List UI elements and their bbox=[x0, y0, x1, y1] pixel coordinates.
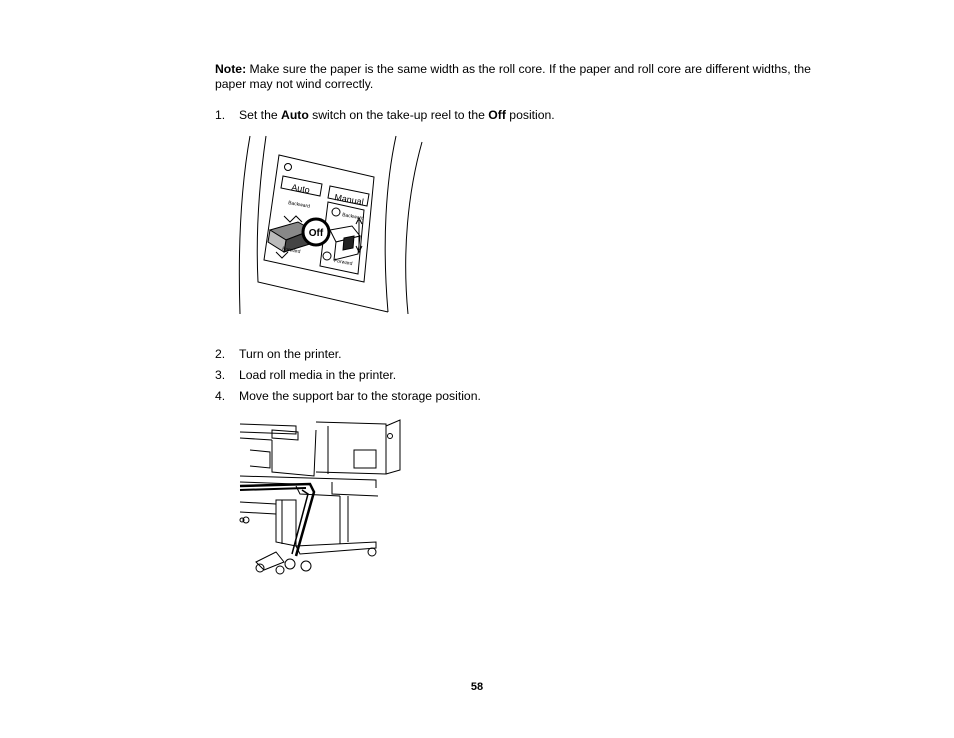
note-paragraph bbox=[215, 62, 815, 92]
step-bold-auto: Auto bbox=[281, 108, 309, 122]
step-text-part: position. bbox=[505, 108, 555, 122]
step-4 bbox=[215, 389, 481, 404]
step-number: 2. bbox=[215, 347, 226, 361]
note-text: Make sure the paper is the same width as the roll core. If the paper and roll core are different widths, the paper may not wind correctly. bbox=[215, 62, 811, 91]
step-number: 1. bbox=[215, 108, 226, 122]
step-text-part: Set the bbox=[239, 108, 282, 122]
forward-right-label: Forward bbox=[333, 258, 353, 268]
step-1 bbox=[215, 108, 555, 123]
forward-left-label: Forward bbox=[281, 246, 301, 256]
step-text: Load roll media in the printer. bbox=[239, 368, 397, 382]
step-text: Move the support bar to the storage position. bbox=[239, 389, 481, 403]
step-number: 3. bbox=[215, 368, 226, 382]
printer-support-bar-illustration bbox=[236, 416, 406, 576]
step-bold-off: Off bbox=[488, 108, 506, 122]
backward-right-label: Backward bbox=[341, 212, 365, 222]
note-label: Note: bbox=[215, 62, 247, 76]
step-text: Turn on the printer. bbox=[239, 347, 342, 361]
auto-switch-label: Auto bbox=[290, 182, 311, 196]
step-number: 4. bbox=[215, 389, 226, 403]
step-3 bbox=[215, 368, 396, 383]
take-up-reel-switch-illustration bbox=[236, 132, 426, 316]
step-2 bbox=[215, 347, 342, 362]
manual-switch-label: Manual bbox=[333, 192, 365, 208]
step-text-part: switch on the take-up reel to the bbox=[308, 108, 489, 122]
off-badge-label: Off bbox=[308, 228, 324, 239]
page-number: 58 bbox=[470, 681, 484, 693]
backward-left-label: Backward bbox=[287, 200, 311, 210]
